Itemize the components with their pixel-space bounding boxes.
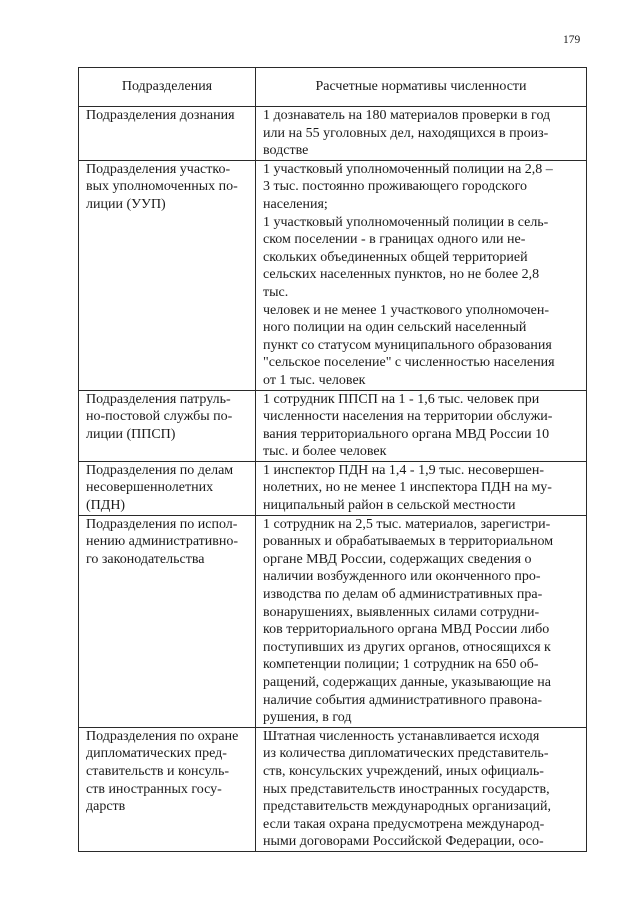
norm-line: ств, консульских учреждений, иных официаль-: [263, 763, 544, 779]
unit-cell: [79, 727, 256, 851]
unit-line: Подразделения участко-: [86, 161, 231, 177]
norm-line: от 1 тыс. человек: [263, 372, 366, 388]
unit-line: Подразделения по охране: [86, 728, 239, 744]
unit-cell: [79, 515, 256, 727]
norm-line: ными договорами Российской Федерации, осо-: [263, 834, 544, 850]
norm-line: вонарушениях, выявленных силами сотрудни-: [263, 604, 540, 620]
unit-line: ставительств и консуль-: [86, 763, 229, 779]
staffing-norms-table: [78, 67, 587, 852]
norm-line: тыс.: [263, 284, 289, 300]
unit-line: (ПДН): [86, 498, 126, 514]
table-row: [79, 107, 587, 161]
norm-cell: [256, 461, 587, 515]
norm-cell: [256, 160, 587, 390]
norm-line: или на 55 уголовных дел, находящихся в произ-: [263, 125, 549, 141]
norm-cell: [256, 515, 587, 727]
norm-line: ращений, содержащих данные, указывающие на: [263, 675, 551, 690]
norm-cell: [256, 727, 587, 851]
norm-line: органе МВД России, содержащих сведения о: [263, 551, 532, 567]
unit-cell: [79, 390, 256, 461]
norm-line: наличие события административного правона-: [263, 692, 543, 708]
norm-line: ском поселении - в границах одного или не-: [263, 232, 526, 248]
norm-line: вания территориального органа МВД России 10: [263, 426, 550, 442]
unit-cell: [79, 160, 256, 390]
norm-line: поступивших из других органов, относящихся к: [263, 639, 551, 655]
norm-line: ниципальный район в сельской местности: [263, 498, 516, 514]
norm-line: 1 участковый уполномоченный полиции в сель-: [263, 214, 549, 230]
unit-line: несовершеннолетних: [86, 480, 214, 496]
norm-line: рованных и обрабатываемых в территориальном: [263, 534, 554, 550]
norm-line: "сельское поселение" с численностью населения: [263, 355, 555, 371]
table-header-row: [79, 68, 587, 107]
page-number: 179: [563, 34, 581, 46]
unit-line: Подразделения дознания: [86, 108, 235, 123]
norm-line: 1 сотрудник ППСП на 1 - 1,6 тыс. человек при: [263, 391, 540, 407]
norm-line: 1 дознаватель на 180 материалов проверки в год: [263, 108, 551, 123]
norm-line: изводства по делам об административных пра-: [263, 587, 543, 603]
norm-line: из количества дипломатических представитель-: [263, 746, 549, 762]
unit-line: го законодательства: [86, 551, 205, 567]
norm-line: представительств международных организаций,: [263, 799, 551, 815]
norm-line: наличии возбужденного или оконченного про-: [263, 569, 541, 585]
table-row: [79, 727, 587, 851]
norm-line: Штатная численность устанавливается исходя: [263, 728, 540, 744]
unit-line: дарств: [86, 799, 126, 815]
norm-line: сельских населенных пунктов, но не более 2,8: [263, 267, 540, 283]
norm-line: численности населения на территории обслужи-: [263, 409, 553, 425]
norm-line: компетенции полиции; 1 сотрудник на 650 об-: [263, 657, 539, 673]
norm-line: нолетних, но не менее 1 инспектора ПДН на му-: [263, 480, 552, 496]
unit-line: но-постовой службы по-: [86, 409, 233, 425]
unit-line: нению административно-: [86, 534, 239, 550]
norm-line: ного полиции на один сельский населенный: [263, 320, 527, 336]
unit-line: лиции (ППСП): [86, 426, 176, 442]
table-row: [79, 515, 587, 727]
norm-line: человек и не менее 1 участкового уполномочен-: [263, 302, 549, 318]
norm-line: водстве: [263, 143, 309, 159]
unit-line: ств иностранных госу-: [86, 781, 222, 797]
unit-line: Подразделения патруль-: [86, 391, 231, 407]
column-header-norms: Расчетные нормативы численности: [256, 68, 587, 107]
column-header-units: Подразделения: [79, 68, 256, 107]
unit-cell: [79, 461, 256, 515]
unit-line: дипломатических пред-: [86, 746, 227, 762]
norm-line: населения;: [263, 196, 328, 212]
norm-line: тыс. и более человек: [263, 444, 387, 460]
norm-line: скольких объединенных общей территорией: [263, 249, 528, 265]
norm-line: если такая охрана предусмотрена международ-: [263, 816, 545, 832]
norm-line: рушения, в год: [263, 710, 352, 726]
table-row: [79, 160, 587, 390]
norm-cell: [256, 107, 587, 161]
norm-line: 3 тыс. постоянно проживающего городского: [263, 179, 527, 195]
unit-line: Подразделения по делам: [86, 462, 234, 478]
norm-line: пункт со статусом муниципального образования: [263, 337, 552, 353]
table-row: [79, 390, 587, 461]
norm-line: 1 участковый уполномоченный полиции на 2,8 –: [263, 161, 553, 177]
unit-line: лиции (УУП): [86, 196, 166, 212]
norm-cell: [256, 390, 587, 461]
norm-line: 1 инспектор ПДН на 1,4 - 1,9 тыс. несовершен-: [263, 462, 544, 478]
norm-line: ков территориального органа МВД России либо: [263, 622, 550, 638]
norm-line: ных представительств иностранных государств,: [263, 781, 550, 797]
unit-cell: [79, 107, 256, 161]
table-row: [79, 461, 587, 515]
unit-line: Подразделения по испол-: [86, 516, 238, 532]
unit-line: вых уполномоченных по-: [86, 179, 238, 195]
norm-line: 1 сотрудник на 2,5 тыс. материалов, зарегистри-: [263, 516, 551, 532]
